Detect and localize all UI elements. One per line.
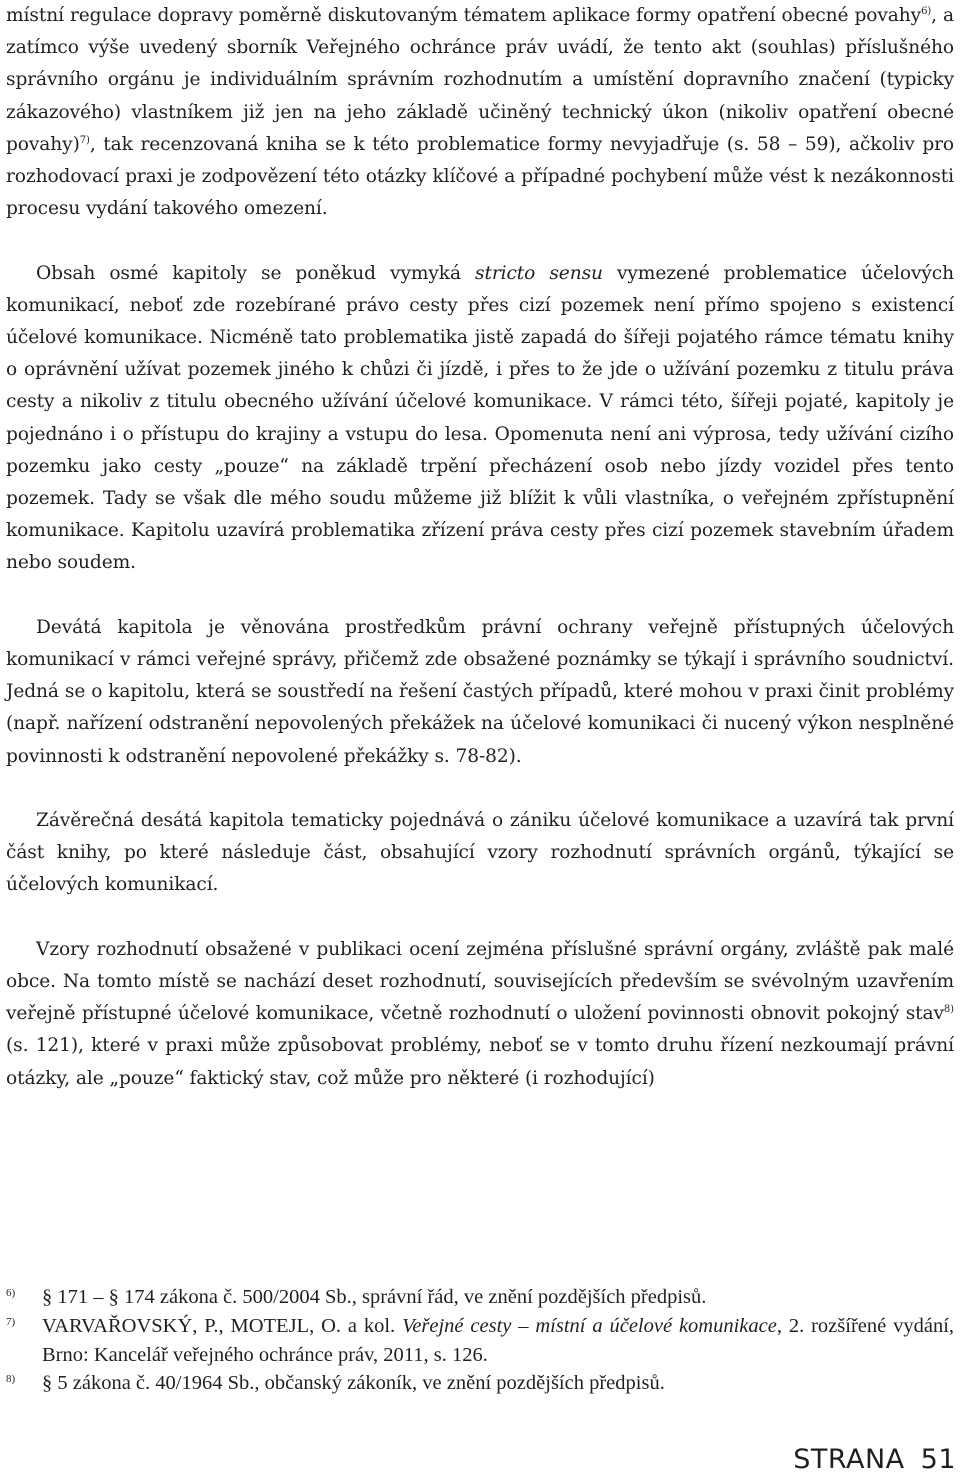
page-number	[793, 1444, 956, 1475]
paragraph-2-text-b: vymezené problematice účelových komunikací, neboť zde rozebírané právo cesty přes cizí pozemek není přímo spojeno s existencí účelové komunikace. Nicméně tato problematika jistě zapadá do šířeji pojatého rámce tématu knihy o oprávnění užívat pozemek jiného k chůzi či jízdě, i přes to že jde o užívání pozemku z titulu práva cesty a nikoliv z titulu obecného užívání účelové komunikace. V rámci této, šířeji pojaté, kapitoly je pojednáno i o přístupu do krajiny a vstupu do lesa. Opomenuta není ani výprosa, tedy užívání cizího pozemku jako cesty „pouze“ na základě trpění přecházení osob nebo jízdy vozidel přes tento pozemek. Tady se však dle mého soudu můžeme již blížit k vůli vlastníka, o veřejném zpřístupnění komunikace. Kapitolu uzavírá problematika zřízení práva cesty přes cizí pozemek stavebním úřadem nebo soudem.	[6, 262, 954, 574]
footnote-authors: VARVAŘOVSKÝ, P., MOTEJL, O. a kol.	[42, 1314, 403, 1337]
footnote-ref-8[interactable]: 8)	[943, 1004, 954, 1016]
paragraph-1	[6, 0, 954, 225]
page-number-value: 51	[920, 1444, 956, 1475]
footnote-number: 6)	[6, 1287, 16, 1299]
page-number-label: STRANA	[793, 1444, 905, 1475]
paragraph-5-text-b: (s. 121), které v praxi může způsobovat problémy, neboť se v tomto druhu řízení nezkoumají právní otázky, ale „pouze“ faktický stav, což může pro některé (i rozhodující)	[6, 1035, 954, 1089]
paragraph-2-text-a: Obsah osmé kapitoly se poněkud vymyká	[36, 262, 476, 284]
paragraph-2-italic: stricto sensu	[475, 262, 603, 284]
footnote-text: § 5 zákona č. 40/1964 Sb., občanský zákoník, ve znění pozdějších předpisů.	[42, 1372, 665, 1395]
footnote-text: § 171 – § 174 zákona č. 500/2004 Sb., správní řád, ve znění pozdějších předpisů.	[42, 1286, 707, 1308]
paragraph-3	[6, 612, 954, 773]
footnote-6	[6, 1283, 954, 1312]
footnote-number: 8)	[6, 1373, 16, 1386]
footnote-7	[6, 1312, 954, 1370]
article-body	[6, 0, 954, 1095]
footnote-text	[42, 1312, 954, 1370]
footnote-book-title: Veřejné cesty – místní a účelové komunikace	[402, 1314, 777, 1337]
footnote-8	[6, 1369, 954, 1398]
footnote-ref-7[interactable]: 7)	[79, 134, 90, 146]
paragraph-1-text-c: , tak recenzovaná kniha se k této problematice formy nevyjadřuje (s. 58 – 59), ačkoliv pro rozhodovací praxi je zodpovězení této otázky klíčové a případné pochybení může vést k nezákonnosti procesu vydání takového omezení.	[6, 133, 954, 220]
paragraph-2	[6, 258, 954, 580]
paragraph-1-text-b: , a zatímco výše uvedený sborník Veřejného ochránce práv uvádí, že tento akt (souhlas) příslušného správního orgánu je individuálním správním rozhodnutím a umístění dopravního značení (typicky zákazového) vlastníkem již jen na jeho základě učiněný technický úkon (nikoliv opatření obecné povahy)	[6, 5, 954, 155]
footnote-number: 7)	[6, 1315, 16, 1328]
footnote-ref-6[interactable]: 6)	[921, 5, 932, 17]
paragraph-4-text: Závěrečná desátá kapitola tematicky pojednává o zániku účelové komunikace a uzavírá tak první část knihy, po které následuje část, obsahující vzory rozhodnutí správních orgánů, týkající se účelových komunikací.	[6, 810, 954, 896]
footnotes	[6, 1283, 954, 1398]
paragraph-5	[6, 934, 954, 1095]
paragraph-4	[6, 805, 954, 902]
paragraph-1-text-a: místní regulace dopravy poměrně diskutovaným tématem aplikace formy opatření obecné povahy	[6, 5, 922, 26]
paragraph-3-text: Devátá kapitola je věnována prostředkům právní ochrany veřejně přístupných účelových komunikací v rámci veřejné správy, přičemž zde obsažené poznámky se týkají i správního soudnictví. Jedná se o kapitolu, která se soustředí na řešení častých případů, které mohou v praxi činit problémy (např. nařízení odstranění nepovolených překážek na účelové komunikaci či nucený výkon nesplněné povinnosti k odstranění nepovolené překážky s. 78-82).	[6, 616, 954, 767]
paragraph-5-text-a: Vzory rozhodnutí obsažené v publikaci ocení zejména příslušné správní orgány, zvláště pak malé obce. Na tomto místě se nachází deset rozhodnutí, souvisejících především se svévolným uzavřením veřejně přístupné účelové komunikace, včetně rozhodnutí o uložení povinnosti obnovit pokojný stav	[6, 938, 954, 1025]
footnote-publication: , 2. rozšířené vydání, Brno: Kancelář veřejného ochránce práv, 2011, s. 126.	[42, 1314, 955, 1366]
